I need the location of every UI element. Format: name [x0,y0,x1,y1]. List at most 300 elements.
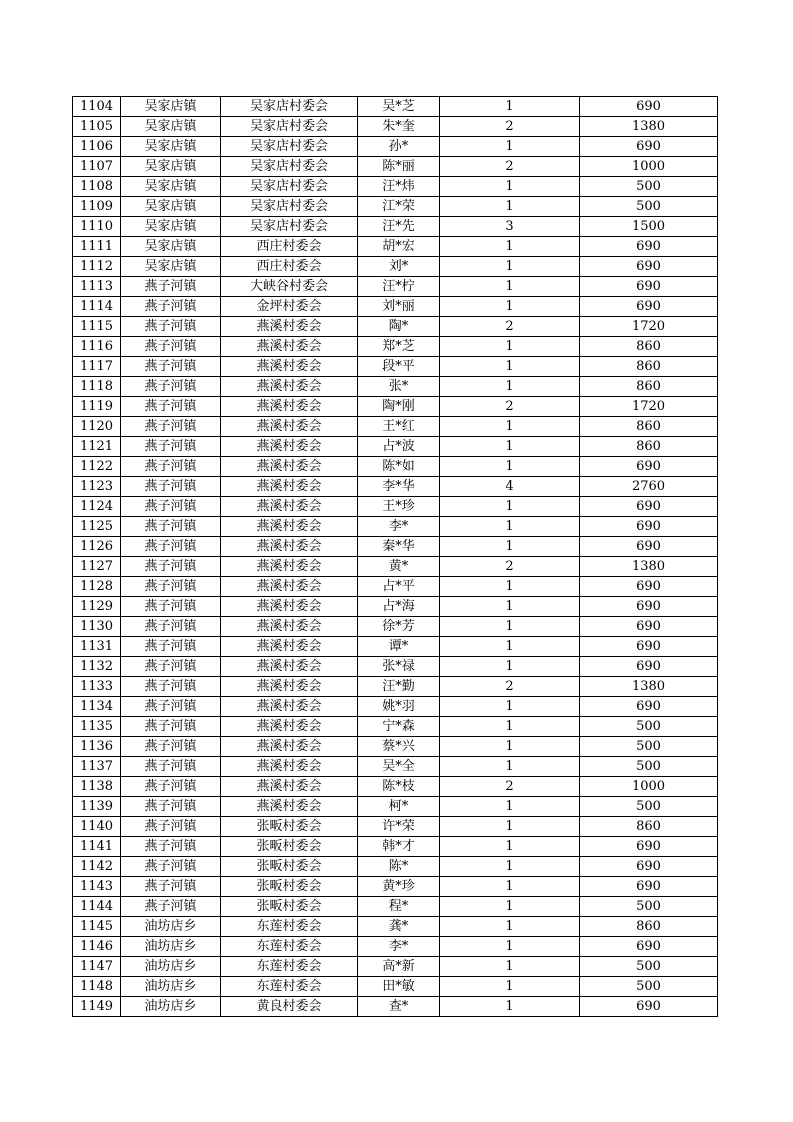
count-cell: 1 [440,97,580,117]
row-number-cell: 1146 [73,937,121,957]
village-committee-cell: 张畈村委会 [221,837,358,857]
table-row [73,397,718,417]
name-cell: 吴*全 [358,757,440,777]
name-cell: 汪*炜 [358,177,440,197]
village-committee-cell: 吴家店村委会 [221,117,358,137]
table-row [73,897,718,917]
row-number-cell: 1149 [73,997,121,1017]
count-cell: 1 [440,497,580,517]
amount-cell: 860 [580,357,718,377]
name-cell: 高*新 [358,957,440,977]
village-committee-cell: 燕溪村委会 [221,437,358,457]
table-row [73,677,718,697]
village-committee-cell: 燕溪村委会 [221,757,358,777]
town-cell: 吴家店镇 [121,197,221,217]
village-committee-cell: 燕溪村委会 [221,577,358,597]
amount-cell: 500 [580,977,718,997]
village-committee-cell: 张畈村委会 [221,877,358,897]
name-cell: 柯* [358,797,440,817]
village-committee-cell: 东莲村委会 [221,917,358,937]
village-committee-cell: 吴家店村委会 [221,137,358,157]
row-number-cell: 1119 [73,397,121,417]
count-cell: 1 [440,897,580,917]
town-cell: 吴家店镇 [121,97,221,117]
amount-cell: 690 [580,577,718,597]
amount-cell: 500 [580,757,718,777]
table-row [73,377,718,397]
row-number-cell: 1118 [73,377,121,397]
row-number-cell: 1141 [73,837,121,857]
name-cell: 陈*丽 [358,157,440,177]
town-cell: 燕子河镇 [121,457,221,477]
table-row [73,857,718,877]
town-cell: 燕子河镇 [121,277,221,297]
name-cell: 姚*羽 [358,697,440,717]
name-cell: 黄*珍 [358,877,440,897]
town-cell: 燕子河镇 [121,837,221,857]
town-cell: 燕子河镇 [121,897,221,917]
table-row [73,177,718,197]
amount-cell: 690 [580,137,718,157]
row-number-cell: 1113 [73,277,121,297]
table-row [73,97,718,117]
table-row [73,797,718,817]
count-cell: 1 [440,697,580,717]
row-number-cell: 1131 [73,637,121,657]
table-row [73,637,718,657]
town-cell: 油坊店乡 [121,977,221,997]
name-cell: 陶* [358,317,440,337]
count-cell: 1 [440,457,580,477]
name-cell: 孙* [358,137,440,157]
town-cell: 燕子河镇 [121,417,221,437]
table-row [73,997,718,1017]
town-cell: 燕子河镇 [121,857,221,877]
name-cell: 汪*先 [358,217,440,237]
table-row [73,497,718,517]
town-cell: 燕子河镇 [121,677,221,697]
amount-cell: 1720 [580,397,718,417]
name-cell: 胡*宏 [358,237,440,257]
village-committee-cell: 吴家店村委会 [221,177,358,197]
table-row [73,317,718,337]
count-cell: 1 [440,277,580,297]
name-cell: 王*珍 [358,497,440,517]
amount-cell: 860 [580,917,718,937]
amount-cell: 690 [580,877,718,897]
table-row [73,197,718,217]
village-committee-cell: 燕溪村委会 [221,677,358,697]
row-number-cell: 1148 [73,977,121,997]
amount-cell: 1720 [580,317,718,337]
table-row [73,417,718,437]
name-cell: 吴*芝 [358,97,440,117]
count-cell: 1 [440,417,580,437]
amount-cell: 1380 [580,117,718,137]
count-cell: 1 [440,877,580,897]
table-row [73,117,718,137]
count-cell: 1 [440,657,580,677]
amount-cell: 860 [580,817,718,837]
name-cell: 汪*柠 [358,277,440,297]
table-row [73,777,718,797]
count-cell: 1 [440,337,580,357]
table-body [73,97,718,1017]
amount-cell: 690 [580,657,718,677]
row-number-cell: 1145 [73,917,121,937]
name-cell: 陈*枝 [358,777,440,797]
town-cell: 吴家店镇 [121,137,221,157]
amount-cell: 690 [580,497,718,517]
town-cell: 燕子河镇 [121,717,221,737]
count-cell: 1 [440,537,580,557]
table-row [73,477,718,497]
amount-cell: 1000 [580,157,718,177]
name-cell: 宁*森 [358,717,440,737]
village-committee-cell: 燕溪村委会 [221,657,358,677]
town-cell: 燕子河镇 [121,737,221,757]
village-committee-cell: 东莲村委会 [221,977,358,997]
row-number-cell: 1123 [73,477,121,497]
row-number-cell: 1105 [73,117,121,137]
table-row [73,457,718,477]
table-row [73,837,718,857]
name-cell: 查* [358,997,440,1017]
row-number-cell: 1129 [73,597,121,617]
count-cell: 1 [440,377,580,397]
row-number-cell: 1140 [73,817,121,837]
amount-cell: 690 [580,837,718,857]
village-committee-cell: 燕溪村委会 [221,417,358,437]
name-cell: 王*红 [358,417,440,437]
town-cell: 油坊店乡 [121,937,221,957]
count-cell: 1 [440,757,580,777]
table-row [73,157,718,177]
row-number-cell: 1137 [73,757,121,777]
amount-cell: 690 [580,517,718,537]
name-cell: 张* [358,377,440,397]
town-cell: 燕子河镇 [121,437,221,457]
table-row [73,937,718,957]
amount-cell: 860 [580,417,718,437]
table-row [73,557,718,577]
count-cell: 1 [440,617,580,637]
table-row [73,297,718,317]
town-cell: 燕子河镇 [121,637,221,657]
amount-cell: 1500 [580,217,718,237]
name-cell: 占*海 [358,597,440,617]
name-cell: 许*荣 [358,817,440,837]
row-number-cell: 1127 [73,557,121,577]
town-cell: 燕子河镇 [121,477,221,497]
village-committee-cell: 大峡谷村委会 [221,277,358,297]
amount-cell: 690 [580,537,718,557]
town-cell: 燕子河镇 [121,577,221,597]
village-committee-cell: 燕溪村委会 [221,777,358,797]
town-cell: 燕子河镇 [121,777,221,797]
town-cell: 燕子河镇 [121,557,221,577]
town-cell: 燕子河镇 [121,877,221,897]
town-cell: 燕子河镇 [121,397,221,417]
amount-cell: 1380 [580,677,718,697]
town-cell: 油坊店乡 [121,917,221,937]
row-number-cell: 1104 [73,97,121,117]
town-cell: 燕子河镇 [121,657,221,677]
amount-cell: 500 [580,957,718,977]
row-number-cell: 1116 [73,337,121,357]
amount-cell: 1000 [580,777,718,797]
table-row [73,917,718,937]
count-cell: 4 [440,477,580,497]
row-number-cell: 1142 [73,857,121,877]
table-row [73,437,718,457]
village-committee-cell: 燕溪村委会 [221,717,358,737]
count-cell: 1 [440,837,580,857]
name-cell: 韩*才 [358,837,440,857]
row-number-cell: 1114 [73,297,121,317]
amount-cell: 1380 [580,557,718,577]
row-number-cell: 1138 [73,777,121,797]
town-cell: 燕子河镇 [121,797,221,817]
count-cell: 2 [440,317,580,337]
town-cell: 燕子河镇 [121,697,221,717]
amount-cell: 860 [580,377,718,397]
count-cell: 1 [440,817,580,837]
amount-cell: 690 [580,857,718,877]
table-row [73,877,718,897]
village-committee-cell: 吴家店村委会 [221,217,358,237]
village-committee-cell: 燕溪村委会 [221,337,358,357]
name-cell: 李* [358,937,440,957]
amount-cell: 500 [580,197,718,217]
name-cell: 陈* [358,857,440,877]
table-row [73,957,718,977]
name-cell: 陶*刚 [358,397,440,417]
village-committee-cell: 燕溪村委会 [221,397,358,417]
count-cell: 1 [440,237,580,257]
row-number-cell: 1139 [73,797,121,817]
count-cell: 1 [440,797,580,817]
village-committee-cell: 燕溪村委会 [221,357,358,377]
amount-cell: 690 [580,937,718,957]
name-cell: 刘* [358,257,440,277]
village-committee-cell: 东莲村委会 [221,937,358,957]
village-committee-cell: 燕溪村委会 [221,477,358,497]
town-cell: 燕子河镇 [121,337,221,357]
name-cell: 李* [358,517,440,537]
row-number-cell: 1121 [73,437,121,457]
count-cell: 2 [440,677,580,697]
table-row [73,757,718,777]
name-cell: 徐*芳 [358,617,440,637]
village-committee-cell: 燕溪村委会 [221,537,358,557]
name-cell: 蔡*兴 [358,737,440,757]
village-committee-cell: 吴家店村委会 [221,97,358,117]
count-cell: 1 [440,977,580,997]
count-cell: 1 [440,957,580,977]
name-cell: 汪*勤 [358,677,440,697]
count-cell: 2 [440,117,580,137]
village-committee-cell: 张畈村委会 [221,857,358,877]
row-number-cell: 1110 [73,217,121,237]
town-cell: 油坊店乡 [121,997,221,1017]
count-cell: 1 [440,517,580,537]
table-row [73,697,718,717]
town-cell: 燕子河镇 [121,617,221,637]
count-cell: 1 [440,917,580,937]
amount-cell: 860 [580,337,718,357]
amount-cell: 690 [580,97,718,117]
amount-cell: 690 [580,617,718,637]
name-cell: 江*荣 [358,197,440,217]
town-cell: 燕子河镇 [121,597,221,617]
amount-cell: 690 [580,637,718,657]
name-cell: 程* [358,897,440,917]
amount-cell: 690 [580,297,718,317]
count-cell: 2 [440,557,580,577]
village-committee-cell: 金坪村委会 [221,297,358,317]
amount-cell: 690 [580,277,718,297]
town-cell: 吴家店镇 [121,257,221,277]
village-committee-cell: 东莲村委会 [221,957,358,977]
village-committee-cell: 燕溪村委会 [221,557,358,577]
count-cell: 1 [440,137,580,157]
count-cell: 1 [440,737,580,757]
name-cell: 田*敏 [358,977,440,997]
town-cell: 燕子河镇 [121,817,221,837]
row-number-cell: 1147 [73,957,121,977]
row-number-cell: 1130 [73,617,121,637]
table-row [73,717,718,737]
name-cell: 秦*华 [358,537,440,557]
village-committee-cell: 燕溪村委会 [221,457,358,477]
table-row [73,657,718,677]
amount-cell: 690 [580,257,718,277]
row-number-cell: 1134 [73,697,121,717]
name-cell: 李*华 [358,477,440,497]
town-cell: 燕子河镇 [121,317,221,337]
town-cell: 燕子河镇 [121,517,221,537]
name-cell: 谭* [358,637,440,657]
village-committee-cell: 燕溪村委会 [221,497,358,517]
row-number-cell: 1111 [73,237,121,257]
name-cell: 张*禄 [358,657,440,677]
town-cell: 吴家店镇 [121,157,221,177]
village-committee-cell: 西庄村委会 [221,237,358,257]
name-cell: 黄* [358,557,440,577]
town-cell: 吴家店镇 [121,217,221,237]
table-row [73,597,718,617]
village-committee-cell: 燕溪村委会 [221,597,358,617]
row-number-cell: 1128 [73,577,121,597]
village-committee-cell: 燕溪村委会 [221,797,358,817]
village-committee-cell: 燕溪村委会 [221,377,358,397]
village-committee-cell: 黄良村委会 [221,997,358,1017]
count-cell: 1 [440,997,580,1017]
table-row [73,517,718,537]
count-cell: 1 [440,717,580,737]
village-committee-cell: 燕溪村委会 [221,617,358,637]
name-cell: 刘*丽 [358,297,440,317]
row-number-cell: 1132 [73,657,121,677]
row-number-cell: 1124 [73,497,121,517]
name-cell: 陈*如 [358,457,440,477]
table-row [73,137,718,157]
village-committee-cell: 张畈村委会 [221,897,358,917]
name-cell: 段*平 [358,357,440,377]
count-cell: 2 [440,397,580,417]
table-row [73,617,718,637]
row-number-cell: 1133 [73,677,121,697]
table-row [73,337,718,357]
count-cell: 1 [440,257,580,277]
village-committee-cell: 燕溪村委会 [221,697,358,717]
town-cell: 吴家店镇 [121,237,221,257]
data-table [72,96,718,1017]
row-number-cell: 1109 [73,197,121,217]
row-number-cell: 1112 [73,257,121,277]
row-number-cell: 1108 [73,177,121,197]
table-row [73,977,718,997]
count-cell: 1 [440,297,580,317]
name-cell: 龚* [358,917,440,937]
town-cell: 燕子河镇 [121,357,221,377]
row-number-cell: 1120 [73,417,121,437]
table-row [73,737,718,757]
town-cell: 燕子河镇 [121,297,221,317]
amount-cell: 500 [580,177,718,197]
row-number-cell: 1117 [73,357,121,377]
town-cell: 燕子河镇 [121,497,221,517]
count-cell: 2 [440,157,580,177]
village-committee-cell: 燕溪村委会 [221,637,358,657]
town-cell: 吴家店镇 [121,117,221,137]
row-number-cell: 1136 [73,737,121,757]
amount-cell: 2760 [580,477,718,497]
count-cell: 3 [440,217,580,237]
amount-cell: 690 [580,237,718,257]
table-row [73,217,718,237]
amount-cell: 500 [580,797,718,817]
name-cell: 郑*芝 [358,337,440,357]
village-committee-cell: 燕溪村委会 [221,317,358,337]
amount-cell: 500 [580,897,718,917]
town-cell: 燕子河镇 [121,377,221,397]
amount-cell: 500 [580,717,718,737]
table-row [73,237,718,257]
table-row [73,357,718,377]
row-number-cell: 1144 [73,897,121,917]
count-cell: 1 [440,937,580,957]
row-number-cell: 1143 [73,877,121,897]
amount-cell: 690 [580,597,718,617]
town-cell: 油坊店乡 [121,957,221,977]
village-committee-cell: 西庄村委会 [221,257,358,277]
village-committee-cell: 吴家店村委会 [221,157,358,177]
table-row [73,817,718,837]
town-cell: 吴家店镇 [121,177,221,197]
village-committee-cell: 张畈村委会 [221,817,358,837]
town-cell: 燕子河镇 [121,537,221,557]
count-cell: 1 [440,437,580,457]
count-cell: 1 [440,597,580,617]
row-number-cell: 1125 [73,517,121,537]
amount-cell: 500 [580,737,718,757]
row-number-cell: 1107 [73,157,121,177]
count-cell: 1 [440,197,580,217]
name-cell: 占*波 [358,437,440,457]
amount-cell: 690 [580,697,718,717]
